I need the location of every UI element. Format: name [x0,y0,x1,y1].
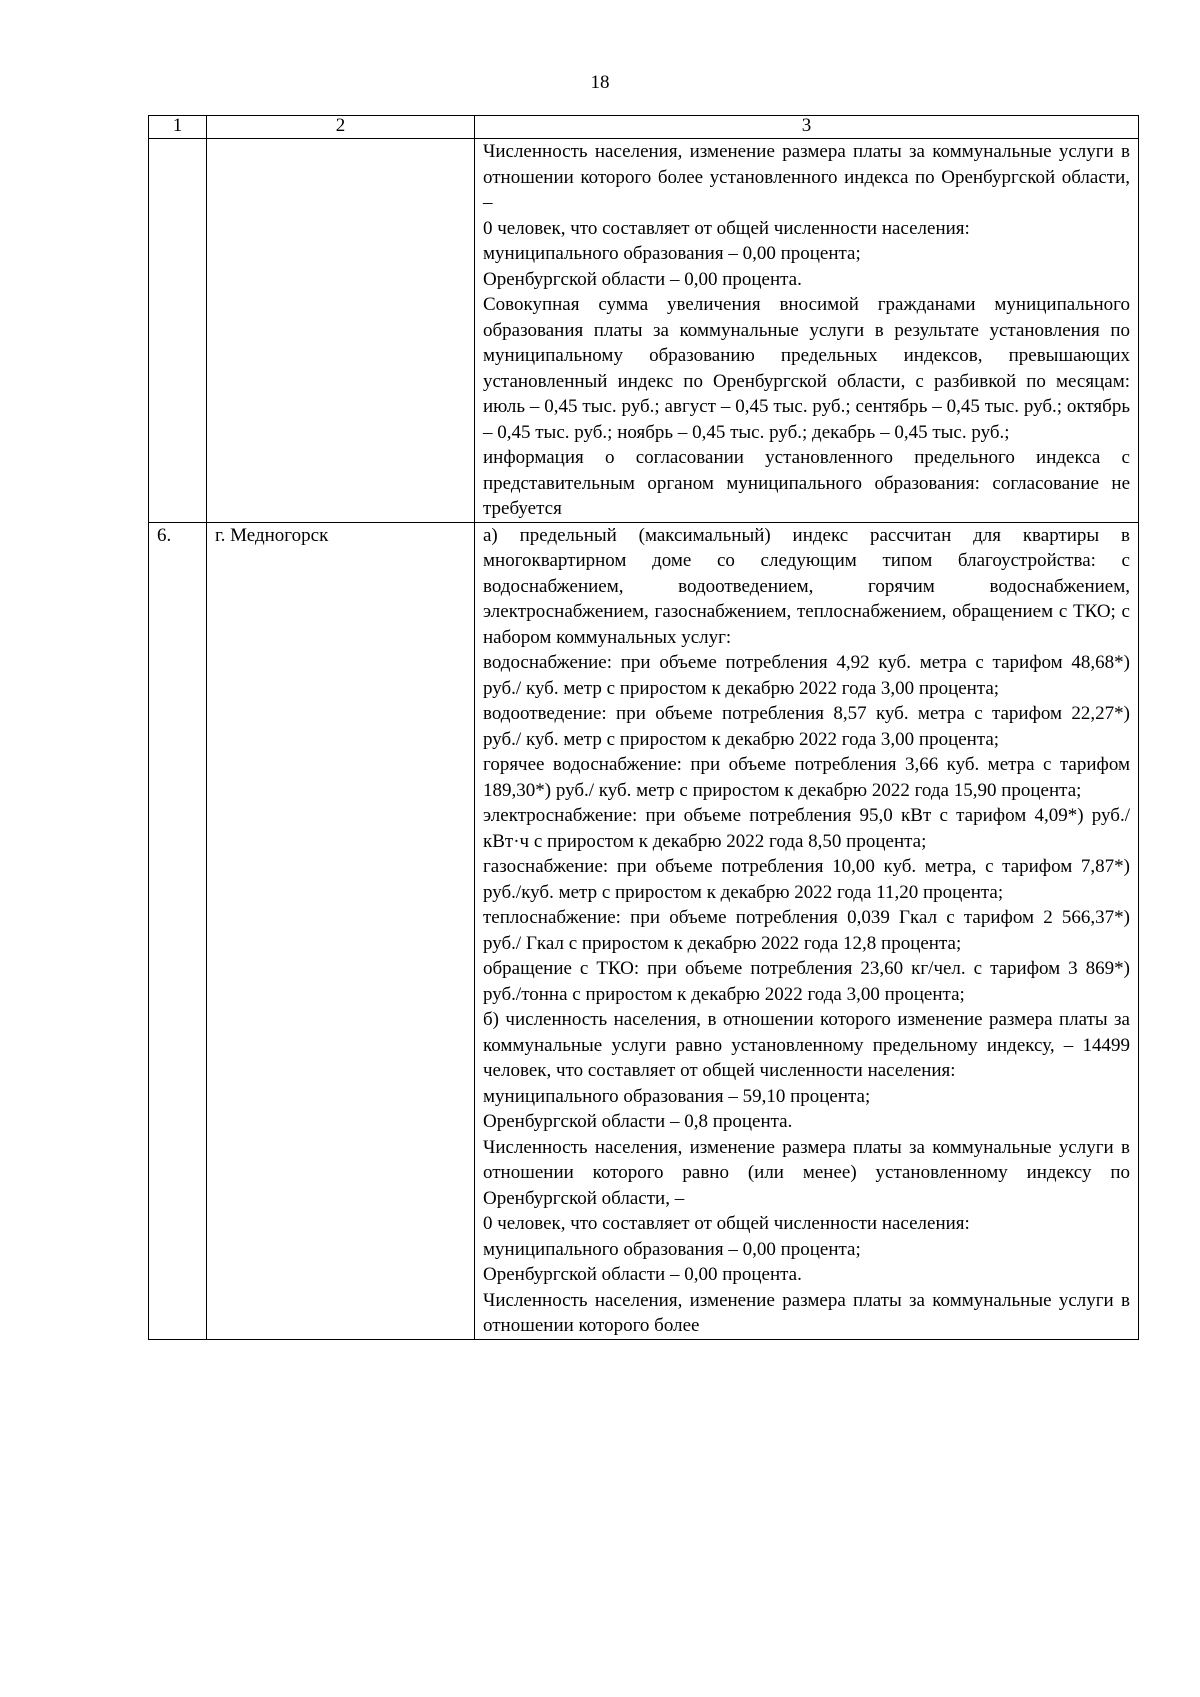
page-number: 18 [590,72,610,93]
paragraph: муниципального образования – 0,00 процента; [483,1238,861,1260]
document-table [148,115,1139,1340]
paragraph: Оренбургской области – 0,00 процента. [483,268,802,290]
paragraph: обращение с ТКО: при объеме потребления 23,60 кг/чел. с тарифом 3 869*) руб./тонна с приростом к декабрю 2022 года 3,00 процента; [483,958,1130,1005]
paragraph: электроснабжение: при объеме потребления 95,0 кВт с тарифом 4,09*) руб./кВт·ч с приростом к декабрю 2022 года 8,50 процента; [483,805,1130,852]
paragraph: Численность населения, изменение размера платы за коммунальные услуги в отношении которого более [483,1289,1130,1336]
description-cell [475,139,1139,523]
row-number-cell [149,139,207,523]
paragraph: водоснабжение: при объеме потребления 4,92 куб. метра с тарифом 48,68*) руб./ куб. метр с приростом к декабрю 2022 года 3,00 процента; [483,652,1130,699]
description-cell [475,522,1139,1339]
header-row [149,116,1139,139]
municipality-name-cell [207,139,475,523]
paragraph: Численность населения, изменение размера платы за коммунальные услуги в отношении которого более установленного индекса по Оренбургской области, – [483,141,1130,213]
municipality-name-cell: г. Медногорск [207,522,475,1339]
paragraph: 0 человек, что составляет от общей численности населения: [483,217,970,239]
paragraph: горячее водоснабжение: при объеме потребления 3,66 куб. метра с тарифом 189,30*) руб./ куб. метр с приростом к декабрю 2022 года 15,90 процента; [483,754,1130,801]
paragraph: Оренбургской области – 0,00 процента. [483,1264,802,1285]
column-header-3: 3 [475,116,1139,139]
paragraph: 0 человек, что составляет от общей численности населения: [483,1213,970,1234]
paragraph: газоснабжение: при объеме потребления 10,00 куб. метра, с тарифом 7,87*) руб./куб. метр с приростом к декабрю 2022 года 11,20 процента; [483,856,1130,903]
table-row [149,139,1139,523]
paragraph: Оренбургской области – 0,8 процента. [483,1111,793,1132]
paragraph: а) предельный (максимальный) индекс рассчитан для квартиры в многоквартирном доме со следующим типом благоустройства: с водоснабжением, водоотведением, горячим водоснабжением, электроснабжением, газоснабжением, теплоснабжением, обращением с ТКО; с набором коммунальных услуг: [483,524,1130,648]
paragraph: муниципального образования – 59,10 процента; [483,1085,871,1107]
table-header [149,116,1139,139]
paragraph: водоотведение: при объеме потребления 8,57 куб. метра с тарифом 22,27*) руб./ куб. метр с приростом к декабрю 2022 года 3,00 процента; [483,703,1130,750]
row-number-cell: 6. [149,522,207,1339]
column-header-2: 2 [207,116,475,139]
column-header-1: 1 [149,116,207,139]
paragraph: б) численность населения, в отношении которого изменение размера платы за коммунальные услуги равно установленному предельному индексу, – 14499 человек, что составляет от общей численности населения: [483,1009,1130,1081]
paragraph: информация о согласовании установленного предельного индекса с представительным органом муниципального образования: согласование не требуется [483,447,1130,519]
paragraph: теплоснабжение: при объеме потребления 0,039 Гкал с тарифом 2 566,37*) руб./ Гкал с приростом к декабрю 2022 года 12,8 процента; [483,907,1130,954]
table-row [149,522,1139,1339]
paragraph: муниципального образования – 0,00 процента; [483,243,861,264]
paragraph: Совокупная сумма увеличения вносимой гражданами муниципального образования платы за коммунальные услуги в результате установления по муниципальному образованию предельных индексов, превышающих установленный индекс по Оренбургской области, с разбивкой по месяцам: июль – 0,45 тыс. руб.; август – 0,45 тыс. руб.; сентябрь – 0,45 тыс. руб.; октябрь – 0,45 тыс. руб.; ноябрь – 0,45 тыс. руб.; декабрь – 0,45 тыс. руб.; [483,294,1130,443]
paragraph: Численность населения, изменение размера платы за коммунальные услуги в отношении которого равно (или менее) установленному индексу по Оренбургской области, – [483,1136,1130,1209]
